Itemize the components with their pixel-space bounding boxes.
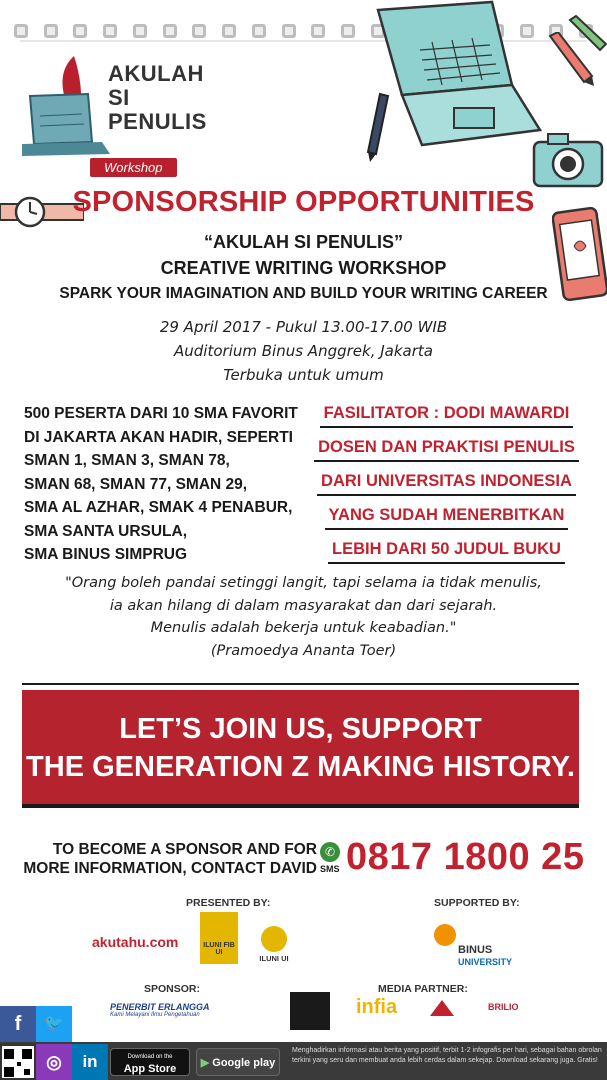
- pen-icon: [568, 14, 607, 54]
- infia-logo: infia: [356, 996, 398, 1018]
- participants-line: SMA AL AZHAR, SMAK 4 PENABUR,: [24, 499, 293, 516]
- binus-university-logo: [432, 918, 522, 974]
- quote-line: ia akan hilang di dalam masyarakat dan dari sejarah.: [109, 597, 498, 614]
- facilitator-line: [304, 402, 589, 428]
- erlangga-tagline: Kami Melayani Ilmu Pengetahuan: [110, 1012, 200, 1018]
- play-icon: ▶: [200, 1057, 210, 1069]
- facilitator-line: [304, 436, 589, 462]
- participants-line: 500 PESERTA DARI 10 SMA FAVORIT: [24, 405, 298, 422]
- facilitator-line: [304, 470, 589, 496]
- participants-list: [24, 402, 306, 567]
- supported-by-label: SUPPORTED BY:: [434, 897, 520, 909]
- participants-line: SMA BINUS SIMPRUG: [24, 546, 188, 563]
- contact-text: [22, 840, 317, 878]
- facilitator-text: YANG SUDAH MENERBITKAN: [325, 504, 569, 530]
- media-partner-emblem: [428, 998, 456, 1018]
- facilitator-text: DARI UNIVERSITAS INDONESIA: [317, 470, 576, 496]
- linkedin-icon[interactable]: in: [72, 1044, 108, 1080]
- akutahu-logo: [92, 934, 178, 950]
- facebook-icon[interactable]: f: [0, 1006, 36, 1042]
- iluni-ui-text: ILUNI UI: [259, 954, 289, 963]
- quote: [0, 572, 607, 662]
- qr-code-icon: [0, 1044, 36, 1080]
- contact-phone[interactable]: 0817 1800 25: [346, 836, 585, 878]
- banner-line2: THE GENERATION Z MAKING HISTORY.: [26, 751, 575, 783]
- app-store-button[interactable]: [110, 1048, 190, 1076]
- facilitator-text: LEBIH DARI 50 JUDUL BUKU: [328, 538, 565, 564]
- iluni-fib-text: ILUNI FIB UI: [203, 942, 235, 956]
- erlangga-logo: [110, 1002, 240, 1018]
- logo-title: [108, 62, 222, 134]
- google-play-text: Google play: [212, 1057, 276, 1069]
- media-partner-logo: [290, 992, 330, 1030]
- binus-university-text: UNIVERSITY: [458, 957, 513, 967]
- brilio-logo: BRILIO: [488, 1002, 519, 1012]
- qr-code-graphic: [3, 1048, 33, 1078]
- binus-emblem: [434, 924, 456, 946]
- banner-line1: LET’S JOIN US, SUPPORT: [119, 713, 482, 745]
- erlangga-text: PENERBIT ERLANGGA: [110, 1002, 210, 1012]
- media-partner-label: MEDIA PARTNER:: [378, 983, 468, 995]
- binus-text: BINUS: [458, 944, 493, 956]
- akulah-si-penulis-logo: [22, 50, 222, 180]
- event-subtitle: CREATIVE WRITING WORKSHOP: [160, 258, 447, 278]
- logo-title-line2: SI PENULIS: [108, 85, 207, 134]
- google-play-button[interactable]: [196, 1048, 280, 1076]
- facilitator-list: [304, 402, 589, 572]
- app-store-text: App Store: [123, 1063, 177, 1075]
- iluni-fib-ui-logo: [200, 912, 238, 964]
- facilitator-text: DOSEN DAN PRAKTISI PENULIS: [314, 436, 579, 462]
- contact-line2: MORE INFORMATION, CONTACT DAVID: [23, 860, 317, 877]
- instagram-icon[interactable]: ◎: [36, 1044, 72, 1080]
- call-to-action-banner: [22, 690, 579, 808]
- whatsapp-icon: ✆: [320, 842, 340, 862]
- iluni-ui-emblem: [261, 926, 287, 952]
- participants-line: SMA SANTA URSULA,: [24, 522, 188, 540]
- laptop-icon: [372, 0, 542, 150]
- quote-line: "Orang boleh pandai setinggi langit, tapi selama ia tidak menulis,: [65, 575, 542, 591]
- app-store-small-text: Download on the: [127, 1054, 173, 1060]
- camera-icon: [530, 130, 607, 192]
- event-access: Terbuka untuk umum: [223, 366, 384, 384]
- media-partner-logo: [428, 998, 456, 1018]
- event-date: 29 April 2017 - Pukul 13.00-17.00 WIB: [159, 318, 448, 336]
- quote-line: Menulis adalah bekerja untuk keabadian.": [150, 620, 457, 636]
- event-venue: Auditorium Binus Anggrek, Jakarta: [174, 342, 433, 360]
- banner-divider: [22, 683, 579, 685]
- quote-author: (Pramoedya Ananta Toer): [210, 642, 397, 659]
- pen-icon: [364, 92, 392, 162]
- twitter-icon[interactable]: 🐦: [36, 1006, 72, 1042]
- headline: SPONSORSHIP OPPORTUNITIES: [72, 186, 535, 218]
- facilitator-text: FASILITATOR : DODI MAWARDI: [320, 402, 574, 428]
- laptop-quill-icon: [22, 56, 112, 156]
- facilitator-line: [304, 504, 589, 530]
- facilitator-line: [304, 538, 589, 564]
- participants-line: SMAN 68, SMAN 77, SMAN 29,: [24, 475, 248, 493]
- event-title: “AKULAH SI PENULIS”: [203, 232, 403, 252]
- participants-line: SMAN 1, SMAN 3, SMAN 78,: [24, 452, 230, 469]
- participants-line: DI JAKARTA AKAN HADIR, SEPERTI: [24, 428, 293, 446]
- contact-line1: TO BECOME A SPONSOR AND FOR: [52, 841, 317, 858]
- event-tagline: SPARK YOUR IMAGINATION AND BUILD YOUR WRITING CAREER: [59, 285, 548, 302]
- logo-title-line1: AKULAH: [108, 61, 204, 86]
- presented-by-label: PRESENTED BY:: [186, 897, 271, 909]
- app-description: Menghadirkan informasi atau berita yang positif, terbit 1-2 infografis per hari, sebagai bahan obrolan terkini yang seru dan membuat anda lebih cerdas dalam sekejap. Download sekarang juga. Gratis!: [292, 1047, 602, 1064]
- iluni-ui-logo: [254, 926, 294, 964]
- workshop-tag: Workshop: [90, 158, 177, 177]
- akutahu-text: akutahu.com: [92, 934, 179, 950]
- sponsor-label: SPONSOR:: [144, 983, 201, 995]
- sms-label: SMS: [320, 864, 340, 874]
